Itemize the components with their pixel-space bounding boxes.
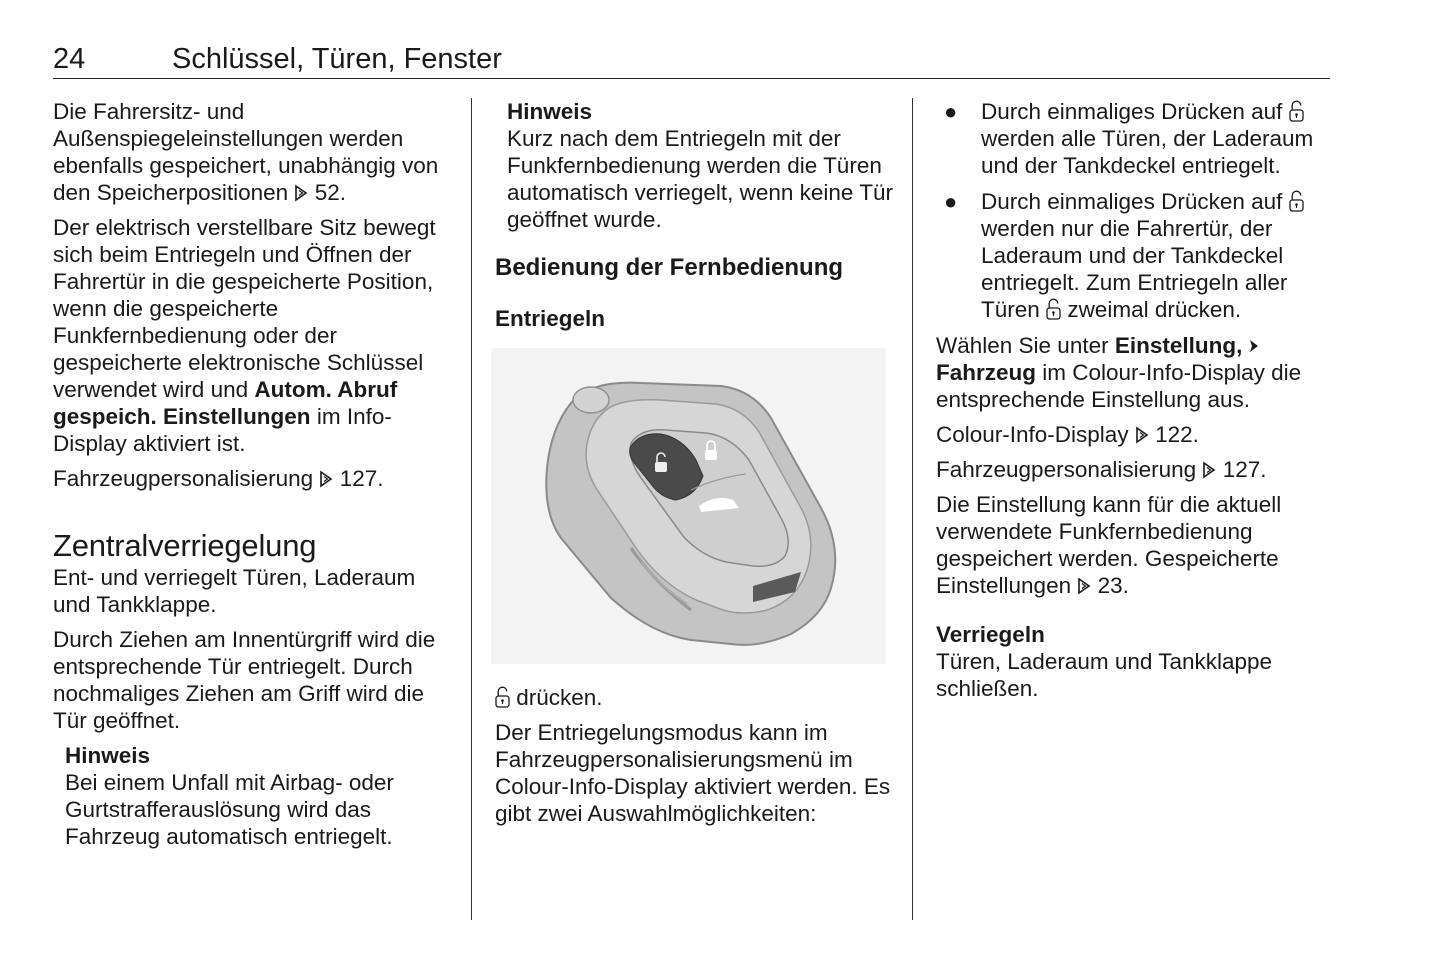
menu-arrow-icon — [1249, 339, 1259, 353]
page-reference-icon — [1202, 461, 1216, 479]
note-box — [65, 742, 453, 850]
column-divider — [912, 98, 913, 920]
unlock-button-icon — [1289, 190, 1304, 212]
page-title: Schlüssel, Türen, Fenster — [172, 43, 502, 75]
section-heading: Zentralverriegelung — [53, 528, 317, 563]
bullet-list — [936, 98, 1336, 323]
page-reference-icon — [1077, 577, 1091, 595]
note-title: Hinweis — [65, 743, 151, 768]
menu-setting-name: Fahrzeug — [936, 360, 1037, 385]
subheading: Verriegeln — [936, 622, 1045, 647]
menu-setting-name: Einstellung, — [1114, 333, 1243, 358]
figure-caption: drücken. — [495, 684, 895, 711]
paragraph: Der elektrisch verstellbare Sitz bewegt sich beim Entriegeln und Öffnen der Fahrertür in die gespeicherte Position, wenn die gespeicherte Funkfernbedienung oder der gespeicherte elektronische Schlüssel verwendet wird und Autom. Abruf gespeich. Einstellungen im Info-Display aktiviert ist. — [53, 215, 436, 456]
column-middle — [495, 98, 895, 835]
paragraph: Ent- und verriegelt Türen, Laderaum und Tankklappe. — [53, 565, 416, 617]
page-header — [53, 40, 1330, 79]
bullet-icon: ● — [944, 189, 958, 214]
section-heading: Bedienung der Fernbedienung — [495, 254, 844, 281]
unlock-button-icon — [1289, 100, 1304, 122]
subheading: Entriegeln — [495, 306, 606, 331]
bullet-icon: ● — [944, 99, 958, 124]
column-right — [936, 98, 1336, 710]
paragraph: Colour-Info-Display 122. — [936, 422, 1199, 447]
page-reference-icon — [294, 184, 308, 202]
paragraph: Türen, Laderaum und Tankklappe schließen. — [936, 649, 1273, 701]
column-divider — [471, 98, 472, 920]
page-number: 24 — [53, 43, 86, 75]
paragraph: Der Entriegelungsmodus kann im Fahrzeugpersonalisierungsmenü im Colour-Info-Display aktiviert werden. Es gibt zwei Auswahlmöglichkeiten: — [495, 720, 891, 826]
paragraph: Fahrzeugpersonalisierung 127. — [53, 466, 384, 491]
page-reference-icon — [1135, 426, 1149, 444]
note-box — [507, 98, 895, 233]
menu-setting-name: Autom. Abruf gespeich. Einstellungen — [53, 377, 398, 429]
page-reference-icon — [319, 470, 333, 488]
key-fob-illustration — [491, 348, 886, 664]
key-fob-icon — [491, 348, 886, 664]
paragraph: Durch Ziehen am Innentürgriff wird die entsprechende Tür entriegelt. Durch nochmaliges Ziehen am Griff wird die Tür geöffnet. — [53, 627, 436, 733]
paragraph: Fahrzeugpersonalisierung 127. — [936, 457, 1267, 482]
note-text: Bei einem Unfall mit Airbag- oder Gurtstrafferauslösung wird das Fahrzeug automatisch entriegelt. — [65, 770, 394, 849]
note-title: Hinweis — [507, 99, 593, 124]
paragraph: Die Einstellung kann für die aktuell verwendete Funkfernbedienung gespeichert werden. Gespeicherte Einstellungen 23. — [936, 492, 1282, 598]
list-item: ● Durch einmaliges Drücken auf werden nur die Fahrertür, der Laderaum und der Tankdeckel entriegelt. Zum Entriegeln aller Türen zweimal drücken. — [936, 188, 1336, 323]
paragraph: Wählen Sie unter Einstellung, Fahrzeug im Colour-Info-Display die entsprechende Einstellung aus. — [936, 333, 1302, 412]
note-text: Kurz nach dem Entriegeln mit der Funkfernbedienung werden die Türen automatisch verriegelt, wenn keine Tür geöffnet wurde. — [507, 126, 894, 232]
column-left — [53, 98, 453, 858]
unlock-button-icon — [495, 686, 510, 708]
list-item: ● Durch einmaliges Drücken auf werden alle Türen, der Laderaum und der Tankdeckel entriegelt. — [944, 99, 1314, 178]
paragraph: Die Fahrersitz- und Außenspiegeleinstellungen werden ebenfalls gespeichert, unabhängig von den Speicherpositionen 52. — [53, 99, 439, 205]
unlock-button-icon — [1046, 298, 1061, 320]
